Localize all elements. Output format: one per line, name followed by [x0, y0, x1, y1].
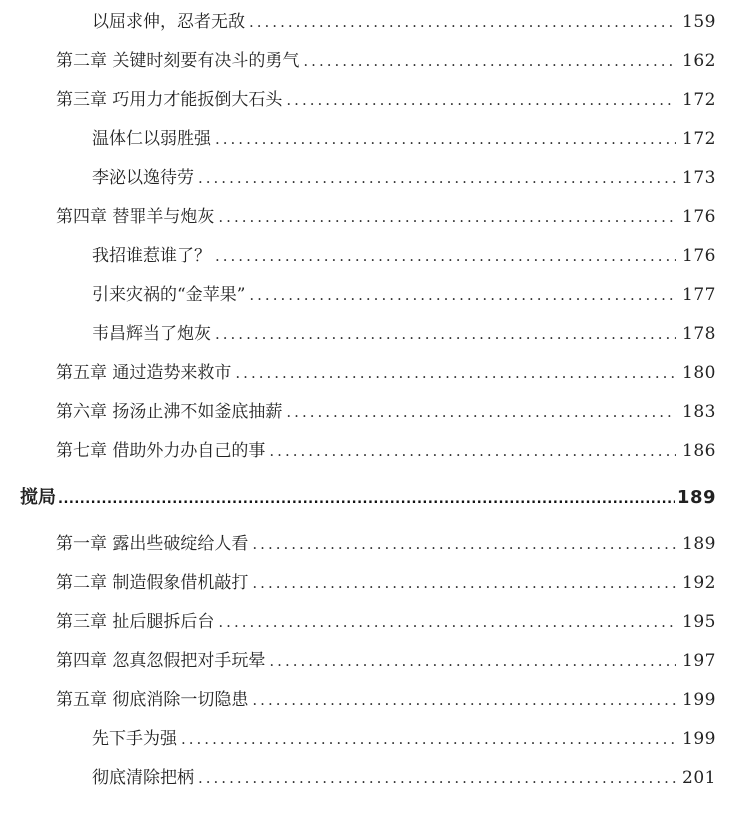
toc-entry[interactable]: [56, 686, 716, 714]
toc-entry-page: 201: [682, 768, 716, 788]
toc-entry-title: 温体仁以弱胜强: [92, 129, 211, 149]
dot-leader: [269, 437, 676, 465]
dot-leader: [198, 164, 676, 192]
dot-leader: [181, 725, 676, 753]
toc-entry[interactable]: [56, 359, 716, 387]
toc-part-page: 189: [676, 487, 716, 508]
toc-entry-title: 引来灾祸的“金苹果”: [92, 285, 246, 305]
toc-entry-page: 159: [682, 12, 716, 32]
toc-entry-page: 183: [682, 402, 716, 422]
dot-leader: [215, 320, 676, 348]
dot-leader: [286, 86, 676, 114]
toc-entry-page: 189: [682, 534, 716, 554]
dot-leader: [286, 398, 676, 426]
toc-entry-title: 韦昌辉当了炮灰: [92, 324, 211, 344]
toc-entry[interactable]: [56, 47, 716, 75]
toc-entry[interactable]: [92, 125, 716, 153]
toc-entry[interactable]: [56, 203, 716, 231]
toc-part-title: 搅局: [20, 487, 56, 508]
toc-entry-page: 199: [682, 690, 716, 710]
toc-entry-title: 第三章 巧用力才能扳倒大石头: [56, 90, 283, 110]
toc-entry-title: 第二章 关键时刻要有决斗的勇气: [56, 51, 300, 71]
toc-entry-title: 第六章 扬汤止沸不如釜底抽薪: [56, 402, 283, 422]
toc-entry-title: 第四章 忽真忽假把对手玩晕: [56, 651, 266, 671]
toc-entry-page: 177: [682, 285, 716, 305]
toc-entry-page: 172: [682, 129, 716, 149]
toc-entry[interactable]: [92, 242, 716, 270]
toc-entry-title: 第一章 露出些破绽给人看: [56, 534, 249, 554]
toc-entry-page: 176: [682, 207, 716, 227]
toc-entry-page: 195: [682, 612, 716, 632]
toc-entry[interactable]: [56, 437, 716, 465]
toc-entry-title: 第三章 扯后腿拆后台: [56, 612, 215, 632]
toc-entry-page: 178: [682, 324, 716, 344]
dot-leader: [218, 203, 676, 231]
toc-entry[interactable]: [92, 320, 716, 348]
dot-leader: [215, 125, 676, 153]
toc-entry-title: 先下手为强: [92, 729, 177, 749]
toc-entry[interactable]: [56, 569, 716, 597]
dot-leader: [249, 281, 676, 309]
dot-leader: [249, 8, 676, 36]
toc-entry[interactable]: [92, 281, 716, 309]
toc-part-heading[interactable]: [20, 484, 716, 512]
toc-entry-title: 第七章 借助外力办自己的事: [56, 441, 266, 461]
toc-entry[interactable]: [92, 764, 716, 792]
toc-entry-page: 197: [682, 651, 716, 671]
toc-entry[interactable]: [92, 8, 716, 36]
dot-leader: [215, 242, 676, 270]
toc-entry-page: 176: [682, 246, 716, 266]
toc-entry[interactable]: [92, 164, 716, 192]
toc-entry-page: 172: [682, 90, 716, 110]
toc-entry[interactable]: [92, 725, 716, 753]
toc-entry[interactable]: [56, 398, 716, 426]
toc-entry-title: 李泌以逸待劳: [92, 168, 194, 188]
toc-entry[interactable]: [56, 608, 716, 636]
toc-entry-title: 第四章 替罪羊与炮灰: [56, 207, 215, 227]
toc-entry-title: 第二章 制造假象借机敲打: [56, 573, 249, 593]
toc-entry-page: 180: [682, 363, 716, 383]
toc-entry-title: 我招谁惹谁了？: [92, 246, 211, 266]
toc-entry-title: 以屈求伸，忍者无敌: [92, 12, 245, 32]
dot-leader: [269, 647, 676, 675]
toc-entry-page: 173: [682, 168, 716, 188]
toc-entry-page: 199: [682, 729, 716, 749]
toc-entry-page: 192: [682, 573, 716, 593]
dot-leader: [252, 530, 676, 558]
toc-entry[interactable]: [56, 647, 716, 675]
toc-entry[interactable]: [56, 530, 716, 558]
dot-leader: [252, 686, 676, 714]
dot-leader: [235, 359, 676, 387]
toc-entry[interactable]: [56, 86, 716, 114]
dot-leader: [218, 608, 676, 636]
toc-entry-page: 186: [682, 441, 716, 461]
dot-leader: [303, 47, 676, 75]
dot-leader: [58, 486, 675, 514]
dot-leader: [252, 569, 676, 597]
toc-entry-title: 彻底清除把柄: [92, 768, 194, 788]
toc-entry-title: 第五章 通过造势来救市: [56, 363, 232, 383]
dot-leader: [198, 764, 676, 792]
toc-entry-page: 162: [682, 51, 716, 71]
toc-entry-title: 第五章 彻底消除一切隐患: [56, 690, 249, 710]
